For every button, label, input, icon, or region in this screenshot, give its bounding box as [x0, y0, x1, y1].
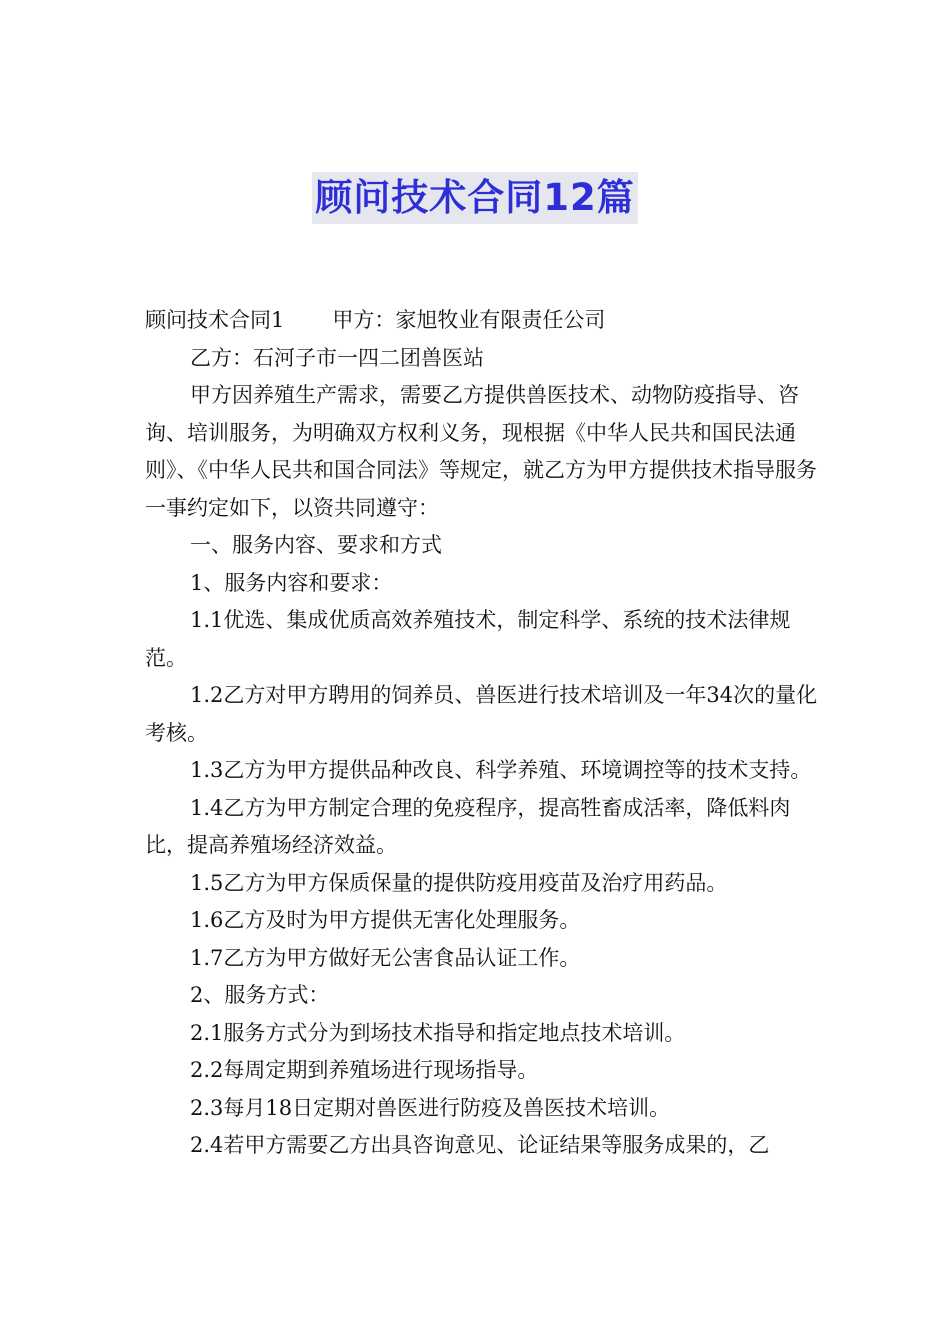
subsection-heading: 2、服务方式： — [190, 983, 330, 1007]
clause: 1.1优选、集成优质高效养殖技术，制定科学、系统的技术法律规范。 — [145, 608, 791, 670]
clause: 2.1服务方式分为到场技术指导和指定地点技术培训。 — [190, 1020, 686, 1045]
party-a-line: 甲方：家旭牧业有限责任公司 — [332, 308, 606, 332]
clause: 1.5乙方为甲方保质保量的提供防疫用疫苗及治疗用药品。 — [190, 870, 728, 895]
clause: 1.2乙方对甲方聘用的饲养员、兽医进行技术培训及一年34次的量化考核。 — [145, 683, 818, 745]
subsection-heading: 1、服务内容和要求： — [190, 570, 393, 595]
section-heading: 一、服务内容、要求和方式 — [190, 533, 442, 557]
clause: 2.4若甲方需要乙方出具咨询意见、论证结果等服务成果的，乙 — [190, 1133, 770, 1157]
clause: 2.3每月18日定期对兽医进行防疫及兽医技术培训。 — [190, 1095, 671, 1120]
paragraph-heading-line — [145, 302, 825, 340]
paragraph: 甲方因养殖生产需求，需要乙方提供兽医技术、动物防疫指导、咨询、培训服务，为明确双方权利义务，现根据《中华人民共和国民法通则》、《中华人民共和国合同法》等规定，就乙方为甲方提供技术指导服务一事约定如下，以资共同遵守： — [145, 383, 817, 520]
paragraph: 乙方：石河子市一四二团兽医站 — [190, 345, 484, 370]
clause: 1.7乙方为甲方做好无公害食品认证工作。 — [190, 945, 581, 970]
title-container — [0, 172, 950, 224]
document-body — [145, 302, 825, 1165]
clause: 1.4乙方为甲方制定合理的免疫程序，提高牲畜成活率，降低料肉比，提高养殖场经济效益。 — [145, 795, 791, 857]
document-title: 顾问技术合同12篇 — [312, 172, 638, 224]
clause: 1.6乙方及时为甲方提供无害化处理服务。 — [190, 908, 581, 932]
clause: 1.3乙方为甲方提供品种改良、科学养殖、环境调控等的技术支持。 — [190, 758, 812, 782]
clause: 2.2每周定期到养殖场进行现场指导。 — [190, 1058, 539, 1082]
contract-number-label: 顾问技术合同1 — [145, 308, 285, 332]
